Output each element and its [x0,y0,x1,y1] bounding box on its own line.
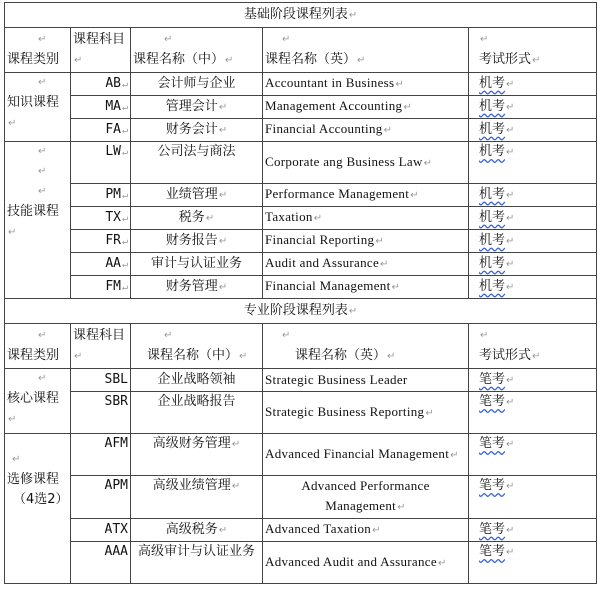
header-name-en: ↵ 课程名称（英）↵ [263,28,469,73]
exam-type: 机考↵ [469,230,597,253]
course-name-en: Accountant in Business↵ [263,73,469,96]
course-name-cn: 财务报告↵ [131,230,263,253]
course-name-cn: 高级财务管理↵ [131,434,263,476]
table-row [5,542,597,584]
course-name-cn: 审计与认证业务 [131,253,263,276]
table-row [5,519,597,542]
table-row [5,119,597,142]
course-code: LW↵ [71,142,131,184]
category-knowledge: ↵ 知识课程↵ [5,73,71,142]
table-row [5,369,597,392]
course-name-cn: 财务会计↵ [131,119,263,142]
course-name-en: Advanced Performance Management↵ [263,476,469,519]
header-exam: ↵ 考试形式↵ [469,28,597,73]
course-name-cn: 高级业绩管理↵ [131,476,263,519]
exam-type: 笔考↵ [469,519,597,542]
category-elective: ↵ 选修课程 （4选2） [5,434,71,584]
header-category: ↵ 课程类别 [5,28,71,73]
basic-section-title: 基础阶段课程列表↵ [5,3,597,28]
course-name-cn: 会计师与企业 [131,73,263,96]
exam-type: 机考↵ [469,207,597,230]
course-name-cn: 财务管理↵ [131,276,263,299]
basic-title-row [5,3,597,28]
exam-type: 机考↵ [469,142,597,184]
course-name-en: Taxation↵ [263,207,469,230]
course-code: AA↵ [71,253,131,276]
exam-type: 机考↵ [469,184,597,207]
course-name-cn: 高级审计与认证业务 [131,542,263,584]
table-row [5,73,597,96]
course-name-en: Strategic Business Reporting↵ [263,392,469,434]
header-code: 课程科目↵ [71,324,131,369]
course-name-en: Advanced Audit and Assurance↵ [263,542,469,584]
table-row [5,476,597,519]
course-name-en: Corporate ang Business Law↵ [263,142,469,184]
table-row [5,207,597,230]
course-name-en: Strategic Business Leader [263,369,469,392]
course-code: APM [71,476,131,519]
course-code: TX↵ [71,207,131,230]
header-name-cn: ↵ 课程名称（中）↵ [131,28,263,73]
course-name-en: Financial Reporting↵ [263,230,469,253]
course-name-en: Advanced Financial Management↵ [263,434,469,476]
course-name-en: Audit and Assurance↵ [263,253,469,276]
course-code: MA↵ [71,96,131,119]
table-row [5,434,597,476]
course-name-en: Financial Management↵ [263,276,469,299]
exam-type: 机考↵ [469,96,597,119]
header-exam: ↵ 考试形式↵ [469,324,597,369]
course-code: ATX [71,519,131,542]
exam-type: 笔考↵ [469,434,597,476]
exam-type: 机考↵ [469,119,597,142]
course-name-cn: 管理会计↵ [131,96,263,119]
course-code: FA↵ [71,119,131,142]
course-code: FM↵ [71,276,131,299]
exam-type: 笔考↵ [469,369,597,392]
table-row [5,184,597,207]
course-code: AFM [71,434,131,476]
header-code: 课程科目↵ [71,28,131,73]
header-name-cn: ↵ 课程名称（中）↵ [131,324,263,369]
table-row [5,230,597,253]
pro-section-title: 专业阶段课程列表↵ [5,299,597,324]
course-code: SBR [71,392,131,434]
course-code: SBL [71,369,131,392]
course-name-cn: 企业战略领袖 [131,369,263,392]
exam-type: 机考↵ [469,73,597,96]
course-name-en: Performance Management↵ [263,184,469,207]
course-code: AAA [71,542,131,584]
course-name-en: Financial Accounting↵ [263,119,469,142]
course-name-cn: 业绩管理↵ [131,184,263,207]
exam-type: 笔考↵ [469,392,597,434]
course-table [4,2,597,584]
category-core: ↵ 核心课程↵ [5,369,71,434]
exam-type: 笔考↵ [469,542,597,584]
course-name-en: Management Accounting↵ [263,96,469,119]
course-name-cn: 企业战略报告 [131,392,263,434]
header-category: ↵ 课程类别 [5,324,71,369]
table-row [5,276,597,299]
exam-type: 机考↵ [469,253,597,276]
course-code: FR↵ [71,230,131,253]
table-row [5,96,597,119]
category-skills: ↵ ↵ ↵ 技能课程↵ [5,142,71,299]
pro-header-row [5,324,597,369]
course-name-cn: 公司法与商法 [131,142,263,184]
pro-title-row [5,299,597,324]
table-row [5,392,597,434]
exam-type: 机考↵ [469,276,597,299]
course-code: PM↵ [71,184,131,207]
exam-type: 笔考↵ [469,476,597,519]
course-code: AB↵ [71,73,131,96]
header-name-en: ↵ 课程名称（英）↵ [263,324,469,369]
course-name-cn: 高级税务↵ [131,519,263,542]
course-name-cn: 税务↵ [131,207,263,230]
course-name-en: Advanced Taxation↵ [263,519,469,542]
table-row [5,142,597,184]
table-row [5,253,597,276]
basic-header-row [5,28,597,73]
